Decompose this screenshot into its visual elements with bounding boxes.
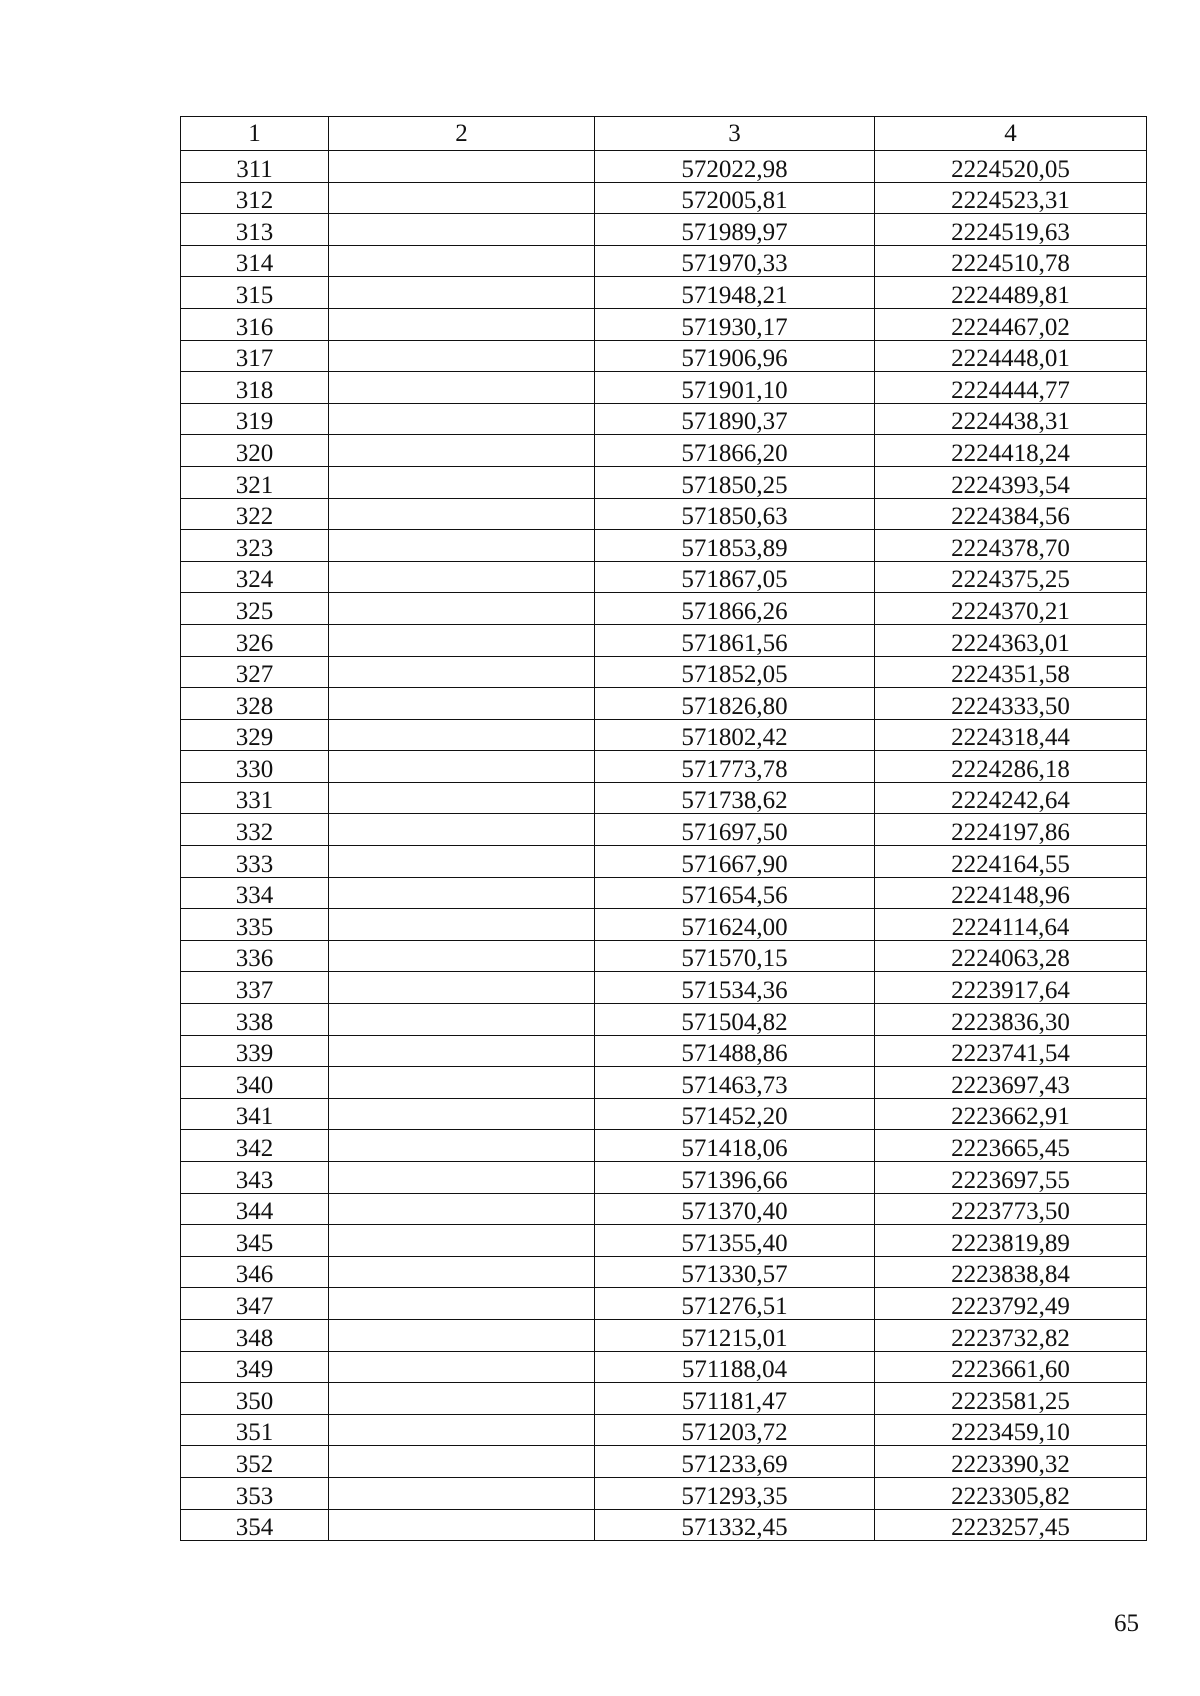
table-cell-col-4: 2224519,63 <box>875 214 1147 246</box>
table-cell-col-1: 334 <box>181 877 329 909</box>
table-cell-col-3: 571901,10 <box>595 372 875 404</box>
table-cell-col-1: 330 <box>181 751 329 783</box>
table-cell-col-4: 2223661,60 <box>875 1351 1147 1383</box>
table-cell-col-4: 2223697,43 <box>875 1067 1147 1099</box>
table-row <box>181 814 1147 846</box>
table-cell-col-1: 319 <box>181 403 329 435</box>
table-cell-col-3: 571181,47 <box>595 1383 875 1415</box>
table-cell-col-3: 571624,00 <box>595 909 875 941</box>
table-row <box>181 624 1147 656</box>
table-cell-col-4: 2223773,50 <box>875 1193 1147 1225</box>
table-cell-col-2 <box>329 1288 595 1320</box>
table-row <box>181 1477 1147 1509</box>
table-cell-col-1: 335 <box>181 909 329 941</box>
table-row <box>181 245 1147 277</box>
table-cell-col-2 <box>329 1477 595 1509</box>
table-cell-col-1: 314 <box>181 245 329 277</box>
table-cell-col-4: 2223838,84 <box>875 1256 1147 1288</box>
table-row <box>181 403 1147 435</box>
table-cell-col-1: 345 <box>181 1225 329 1257</box>
table-cell-col-4: 2224333,50 <box>875 688 1147 720</box>
table-cell-col-2 <box>329 277 595 309</box>
table-row <box>181 656 1147 688</box>
table-row <box>181 1383 1147 1415</box>
table-cell-col-3: 571293,35 <box>595 1477 875 1509</box>
table-cell-col-1: 351 <box>181 1414 329 1446</box>
table-cell-col-2 <box>329 656 595 688</box>
table-row <box>181 782 1147 814</box>
table-cell-col-3: 571773,78 <box>595 751 875 783</box>
table-cell-col-3: 571488,86 <box>595 1035 875 1067</box>
table-cell-col-2 <box>329 340 595 372</box>
table-cell-col-4: 2223257,45 <box>875 1509 1147 1541</box>
table-cell-col-4: 2223390,32 <box>875 1446 1147 1478</box>
table-cell-col-3: 571330,57 <box>595 1256 875 1288</box>
table-cell-col-1: 340 <box>181 1067 329 1099</box>
table-cell-col-3: 571203,72 <box>595 1414 875 1446</box>
table-cell-col-4: 2224148,96 <box>875 877 1147 909</box>
table-row <box>181 1288 1147 1320</box>
table-cell-col-4: 2223305,82 <box>875 1477 1147 1509</box>
table-cell-col-1: 336 <box>181 940 329 972</box>
table-row <box>181 466 1147 498</box>
table-row <box>181 1446 1147 1478</box>
table-cell-col-3: 571370,40 <box>595 1193 875 1225</box>
table-cell-col-4: 2224370,21 <box>875 593 1147 625</box>
table-cell-col-3: 571890,37 <box>595 403 875 435</box>
table-cell-col-1: 346 <box>181 1256 329 1288</box>
table-row <box>181 1162 1147 1194</box>
table-cell-col-4: 2223665,45 <box>875 1130 1147 1162</box>
table-cell-col-4: 2223732,82 <box>875 1319 1147 1351</box>
table-cell-col-4: 2224197,86 <box>875 814 1147 846</box>
table-cell-col-2 <box>329 814 595 846</box>
table-cell-col-1: 341 <box>181 1098 329 1130</box>
table-row <box>181 846 1147 878</box>
page-number: 65 <box>1114 1610 1139 1637</box>
coordinates-table <box>180 116 1147 1541</box>
column-header-4: 4 <box>875 117 1147 151</box>
table-cell-col-1: 352 <box>181 1446 329 1478</box>
table-cell-col-1: 348 <box>181 1319 329 1351</box>
table-cell-col-2 <box>329 688 595 720</box>
table-cell-col-3: 571332,45 <box>595 1509 875 1541</box>
table-cell-col-4: 2223819,89 <box>875 1225 1147 1257</box>
table-row <box>181 182 1147 214</box>
table-row <box>181 909 1147 941</box>
table-cell-col-1: 327 <box>181 656 329 688</box>
table-cell-col-1: 354 <box>181 1509 329 1541</box>
table-cell-col-2 <box>329 1446 595 1478</box>
table-cell-col-1: 332 <box>181 814 329 846</box>
table-cell-col-4: 2223697,55 <box>875 1162 1147 1194</box>
table-cell-col-1: 324 <box>181 561 329 593</box>
table-cell-col-3: 571866,20 <box>595 435 875 467</box>
table-row <box>181 593 1147 625</box>
table-cell-col-2 <box>329 1098 595 1130</box>
table-cell-col-2 <box>329 308 595 340</box>
table-cell-col-4: 2224363,01 <box>875 624 1147 656</box>
table-cell-col-4: 2224467,02 <box>875 308 1147 340</box>
table-header-row <box>181 117 1147 151</box>
table-row <box>181 1098 1147 1130</box>
table-cell-col-2 <box>329 214 595 246</box>
table-cell-col-2 <box>329 1035 595 1067</box>
table-cell-col-3: 571970,33 <box>595 245 875 277</box>
table-cell-col-1: 344 <box>181 1193 329 1225</box>
table-cell-col-3: 571850,63 <box>595 498 875 530</box>
table-row <box>181 1256 1147 1288</box>
table-cell-col-2 <box>329 624 595 656</box>
table-cell-col-4: 2224418,24 <box>875 435 1147 467</box>
table-cell-col-4: 2223741,54 <box>875 1035 1147 1067</box>
table-cell-col-3: 571418,06 <box>595 1130 875 1162</box>
table-cell-col-3: 571906,96 <box>595 340 875 372</box>
table-cell-col-3: 571989,97 <box>595 214 875 246</box>
table-cell-col-2 <box>329 1319 595 1351</box>
table-cell-col-3: 571215,01 <box>595 1319 875 1351</box>
table-cell-col-4: 2224286,18 <box>875 751 1147 783</box>
table-row <box>181 1414 1147 1446</box>
table-cell-col-3: 571866,26 <box>595 593 875 625</box>
table-cell-col-2 <box>329 1162 595 1194</box>
table-cell-col-4: 2224384,56 <box>875 498 1147 530</box>
table-cell-col-2 <box>329 1383 595 1415</box>
table-cell-col-2 <box>329 909 595 941</box>
table-cell-col-3: 571534,36 <box>595 972 875 1004</box>
table-cell-col-3: 572022,98 <box>595 151 875 183</box>
table-cell-col-3: 571948,21 <box>595 277 875 309</box>
table-cell-col-1: 322 <box>181 498 329 530</box>
table-cell-col-1: 339 <box>181 1035 329 1067</box>
table-cell-col-4: 2223917,64 <box>875 972 1147 1004</box>
table-row <box>181 1004 1147 1036</box>
table-cell-col-1: 323 <box>181 530 329 562</box>
table-cell-col-2 <box>329 719 595 751</box>
table-row <box>181 214 1147 246</box>
table-cell-col-1: 312 <box>181 182 329 214</box>
table-cell-col-1: 329 <box>181 719 329 751</box>
table-cell-col-1: 347 <box>181 1288 329 1320</box>
table-cell-col-3: 571667,90 <box>595 846 875 878</box>
table-cell-col-1: 315 <box>181 277 329 309</box>
table-cell-col-4: 2224523,31 <box>875 182 1147 214</box>
table-cell-col-1: 317 <box>181 340 329 372</box>
table-cell-col-2 <box>329 593 595 625</box>
table-row <box>181 1193 1147 1225</box>
table-row <box>181 530 1147 562</box>
column-header-1: 1 <box>181 117 329 151</box>
table-cell-col-2 <box>329 403 595 435</box>
table-cell-col-2 <box>329 1130 595 1162</box>
table-cell-col-2 <box>329 1004 595 1036</box>
table-cell-col-3: 571570,15 <box>595 940 875 972</box>
table-row <box>181 1351 1147 1383</box>
table-cell-col-1: 313 <box>181 214 329 246</box>
table-cell-col-3: 571930,17 <box>595 308 875 340</box>
table-cell-col-4: 2224114,64 <box>875 909 1147 941</box>
table-row <box>181 308 1147 340</box>
table-cell-col-4: 2224378,70 <box>875 530 1147 562</box>
table-row <box>181 1225 1147 1257</box>
table-cell-col-1: 320 <box>181 435 329 467</box>
column-header-3: 3 <box>595 117 875 151</box>
table-cell-col-1: 337 <box>181 972 329 1004</box>
table-cell-col-4: 2224489,81 <box>875 277 1147 309</box>
table-cell-col-3: 571850,25 <box>595 466 875 498</box>
table-cell-col-2 <box>329 498 595 530</box>
table-cell-col-1: 349 <box>181 1351 329 1383</box>
table-cell-col-2 <box>329 1225 595 1257</box>
table-cell-col-3: 571504,82 <box>595 1004 875 1036</box>
table-cell-col-2 <box>329 1351 595 1383</box>
table-cell-col-1: 343 <box>181 1162 329 1194</box>
table-cell-col-3: 571861,56 <box>595 624 875 656</box>
table-cell-col-3: 572005,81 <box>595 182 875 214</box>
table-row <box>181 1509 1147 1541</box>
table-cell-col-4: 2224164,55 <box>875 846 1147 878</box>
table-cell-col-3: 571852,05 <box>595 656 875 688</box>
table-cell-col-3: 571867,05 <box>595 561 875 593</box>
table-cell-col-2 <box>329 940 595 972</box>
table-row <box>181 498 1147 530</box>
table-cell-col-2 <box>329 751 595 783</box>
table-row <box>181 435 1147 467</box>
table-cell-col-4: 2223581,25 <box>875 1383 1147 1415</box>
table-cell-col-1: 318 <box>181 372 329 404</box>
table-cell-col-3: 571697,50 <box>595 814 875 846</box>
table-cell-col-3: 571233,69 <box>595 1446 875 1478</box>
table-cell-col-4: 2223662,91 <box>875 1098 1147 1130</box>
table-cell-col-4: 2224520,05 <box>875 151 1147 183</box>
table-cell-col-3: 571276,51 <box>595 1288 875 1320</box>
table-row <box>181 340 1147 372</box>
table-cell-col-4: 2224448,01 <box>875 340 1147 372</box>
table-cell-col-1: 311 <box>181 151 329 183</box>
table-cell-col-1: 338 <box>181 1004 329 1036</box>
table-row <box>181 719 1147 751</box>
table-cell-col-2 <box>329 1067 595 1099</box>
table-cell-col-4: 2223792,49 <box>875 1288 1147 1320</box>
table-cell-col-4: 2224318,44 <box>875 719 1147 751</box>
table-cell-col-2 <box>329 372 595 404</box>
table-cell-col-2 <box>329 1509 595 1541</box>
table-cell-col-2 <box>329 1414 595 1446</box>
table-cell-col-2 <box>329 466 595 498</box>
table-row <box>181 751 1147 783</box>
table-cell-col-3: 571355,40 <box>595 1225 875 1257</box>
table-cell-col-1: 333 <box>181 846 329 878</box>
table-cell-col-4: 2224351,58 <box>875 656 1147 688</box>
table-cell-col-2 <box>329 182 595 214</box>
table-cell-col-2 <box>329 1256 595 1288</box>
table-cell-col-2 <box>329 972 595 1004</box>
table-row <box>181 277 1147 309</box>
table-cell-col-4: 2224375,25 <box>875 561 1147 593</box>
table-cell-col-2 <box>329 877 595 909</box>
table-cell-col-4: 2224444,77 <box>875 372 1147 404</box>
table-cell-col-2 <box>329 245 595 277</box>
table-row <box>181 1319 1147 1351</box>
table-cell-col-4: 2224393,54 <box>875 466 1147 498</box>
table-cell-col-3: 571738,62 <box>595 782 875 814</box>
table-cell-col-3: 571853,89 <box>595 530 875 562</box>
table-row <box>181 1035 1147 1067</box>
table-row <box>181 688 1147 720</box>
table-cell-col-3: 571463,73 <box>595 1067 875 1099</box>
table-cell-col-3: 571826,80 <box>595 688 875 720</box>
table-cell-col-3: 571188,04 <box>595 1351 875 1383</box>
table-cell-col-2 <box>329 1193 595 1225</box>
table-row <box>181 561 1147 593</box>
table-row <box>181 1130 1147 1162</box>
table-cell-col-3: 571802,42 <box>595 719 875 751</box>
table-cell-col-2 <box>329 151 595 183</box>
table-cell-col-1: 342 <box>181 1130 329 1162</box>
table-cell-col-3: 571396,66 <box>595 1162 875 1194</box>
table-cell-col-4: 2223836,30 <box>875 1004 1147 1036</box>
table-row <box>181 940 1147 972</box>
table-cell-col-2 <box>329 846 595 878</box>
table-cell-col-4: 2224438,31 <box>875 403 1147 435</box>
table-body <box>181 151 1147 1541</box>
table-row <box>181 1067 1147 1099</box>
table-cell-col-1: 328 <box>181 688 329 720</box>
table-cell-col-1: 326 <box>181 624 329 656</box>
table-row <box>181 877 1147 909</box>
table-cell-col-1: 350 <box>181 1383 329 1415</box>
table-cell-col-2 <box>329 561 595 593</box>
table-cell-col-1: 331 <box>181 782 329 814</box>
column-header-2: 2 <box>329 117 595 151</box>
table-cell-col-2 <box>329 530 595 562</box>
table-cell-col-1: 316 <box>181 308 329 340</box>
table-cell-col-2 <box>329 782 595 814</box>
table-cell-col-1: 321 <box>181 466 329 498</box>
table-cell-col-3: 571452,20 <box>595 1098 875 1130</box>
table-row <box>181 372 1147 404</box>
table-cell-col-4: 2224242,64 <box>875 782 1147 814</box>
table-row <box>181 151 1147 183</box>
table-cell-col-2 <box>329 435 595 467</box>
table-cell-col-4: 2224510,78 <box>875 245 1147 277</box>
table-cell-col-1: 325 <box>181 593 329 625</box>
table-row <box>181 972 1147 1004</box>
table-cell-col-3: 571654,56 <box>595 877 875 909</box>
table-cell-col-4: 2224063,28 <box>875 940 1147 972</box>
table-cell-col-1: 353 <box>181 1477 329 1509</box>
table-cell-col-4: 2223459,10 <box>875 1414 1147 1446</box>
